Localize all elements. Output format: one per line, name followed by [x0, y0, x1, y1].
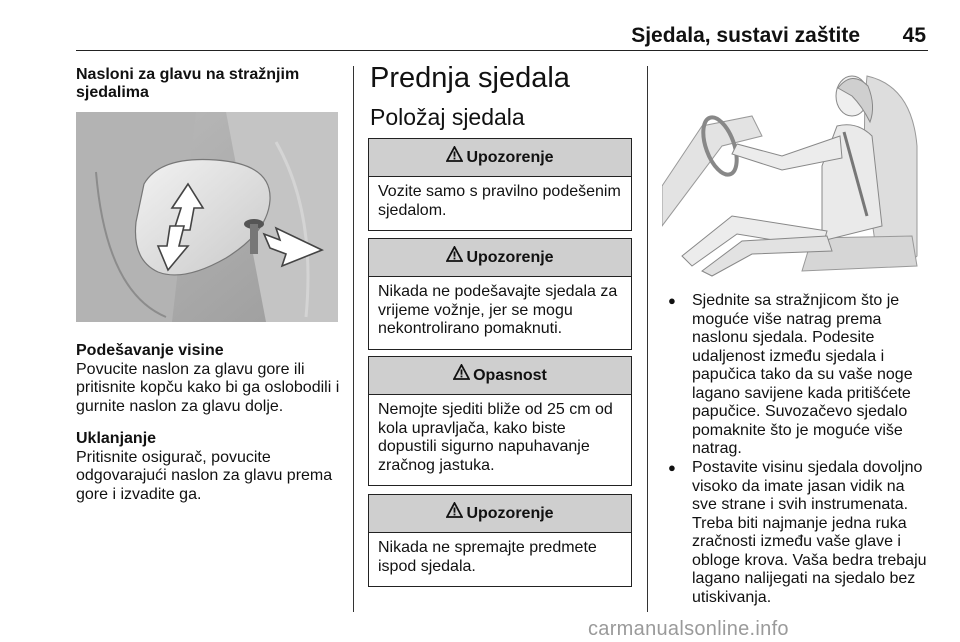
warning-box [368, 494, 632, 587]
warning-box-header [369, 239, 631, 277]
page-number: 45 [902, 24, 926, 47]
paragraph-height-adjust [76, 342, 346, 416]
warning-box-text: Nikada ne podešavajte sjedala za vrijeme vožnje, jer se mogu nekontrolirano pomaknuti. [378, 283, 618, 337]
warning-icon [446, 139, 463, 176]
danger-box-title: Opasnost [473, 367, 547, 384]
warning-icon [453, 357, 470, 394]
warning-icon [446, 239, 463, 276]
watermark: carmanualsonline.info [588, 618, 789, 640]
bullet-item [668, 292, 930, 459]
bullet-icon: ● [668, 293, 676, 308]
danger-box [368, 356, 632, 486]
paragraph-title: Podešavanje visine [76, 342, 224, 359]
danger-box-text: Nemojte sjediti bliže od 25 cm od kola upravljača, kako biste dopustili sigurno napuhavanje zračnog jastuka. [378, 401, 613, 474]
warning-box-title: Upozorenje [466, 249, 554, 266]
headrest-illustration [76, 112, 338, 322]
column-divider [353, 66, 354, 612]
left-column-heading-wrap [76, 66, 344, 102]
warning-box-header [369, 139, 631, 177]
paragraph-removal [76, 430, 346, 504]
warning-box-header [369, 495, 631, 533]
section-heading: Nasloni za glavu na stražnjim sjedalima [76, 66, 300, 101]
section-subheading: Položaj sjedala [370, 104, 525, 130]
chapter-heading: Prednja sjedala [370, 62, 570, 94]
danger-box-header [369, 357, 631, 395]
warning-box-text: Nikada ne spremajte predmete ispod sjedala. [378, 539, 597, 575]
bullet-text: Postavite visinu sjedala dovoljno visoko da imate jasan vidik na sve strane i svih instrumenata. Treba biti najmanje jedna ruka zračnosti između vaše glave i obloge krova. Vaša bedra trebaju lagano nalijegati na sjedalo bez utiskivanja. [692, 459, 927, 606]
paragraph-text: Pritisnite osigurač, povucite odgovarajući naslon za glavu prema gore i izvadite ga. [76, 448, 333, 503]
warning-box-title: Upozorenje [466, 505, 554, 522]
paragraph-text: Povucite naslon za glavu gore ili pritisnite kopču kako bi ga oslobodili i gurnite naslon za glavu dolje. [76, 360, 340, 415]
bullet-text: Sjednite sa stražnjicom što je moguće više natrag prema naslonu sjedala. Podesite udaljenost između sjedala i papučica tako da su vaše noge lagano savijene kada pritišćete papučice. Suvozačevo sjedalo pomaknite što je moguće više natrag. [692, 292, 913, 457]
seating-position-illustration [662, 66, 926, 278]
header-rule [76, 50, 928, 51]
running-header-title: Sjedala, sustavi zaštite [631, 24, 860, 47]
warning-box [368, 238, 632, 350]
bullet-icon: ● [668, 460, 676, 475]
warning-box-title: Upozorenje [466, 149, 554, 166]
column-divider [647, 66, 648, 612]
warning-box [368, 138, 632, 231]
warning-box-text: Vozite samo s pravilno podešenim sjedalom. [378, 183, 621, 219]
bullet-item [668, 459, 930, 607]
paragraph-title: Uklanjanje [76, 430, 157, 447]
warning-icon [446, 495, 463, 532]
